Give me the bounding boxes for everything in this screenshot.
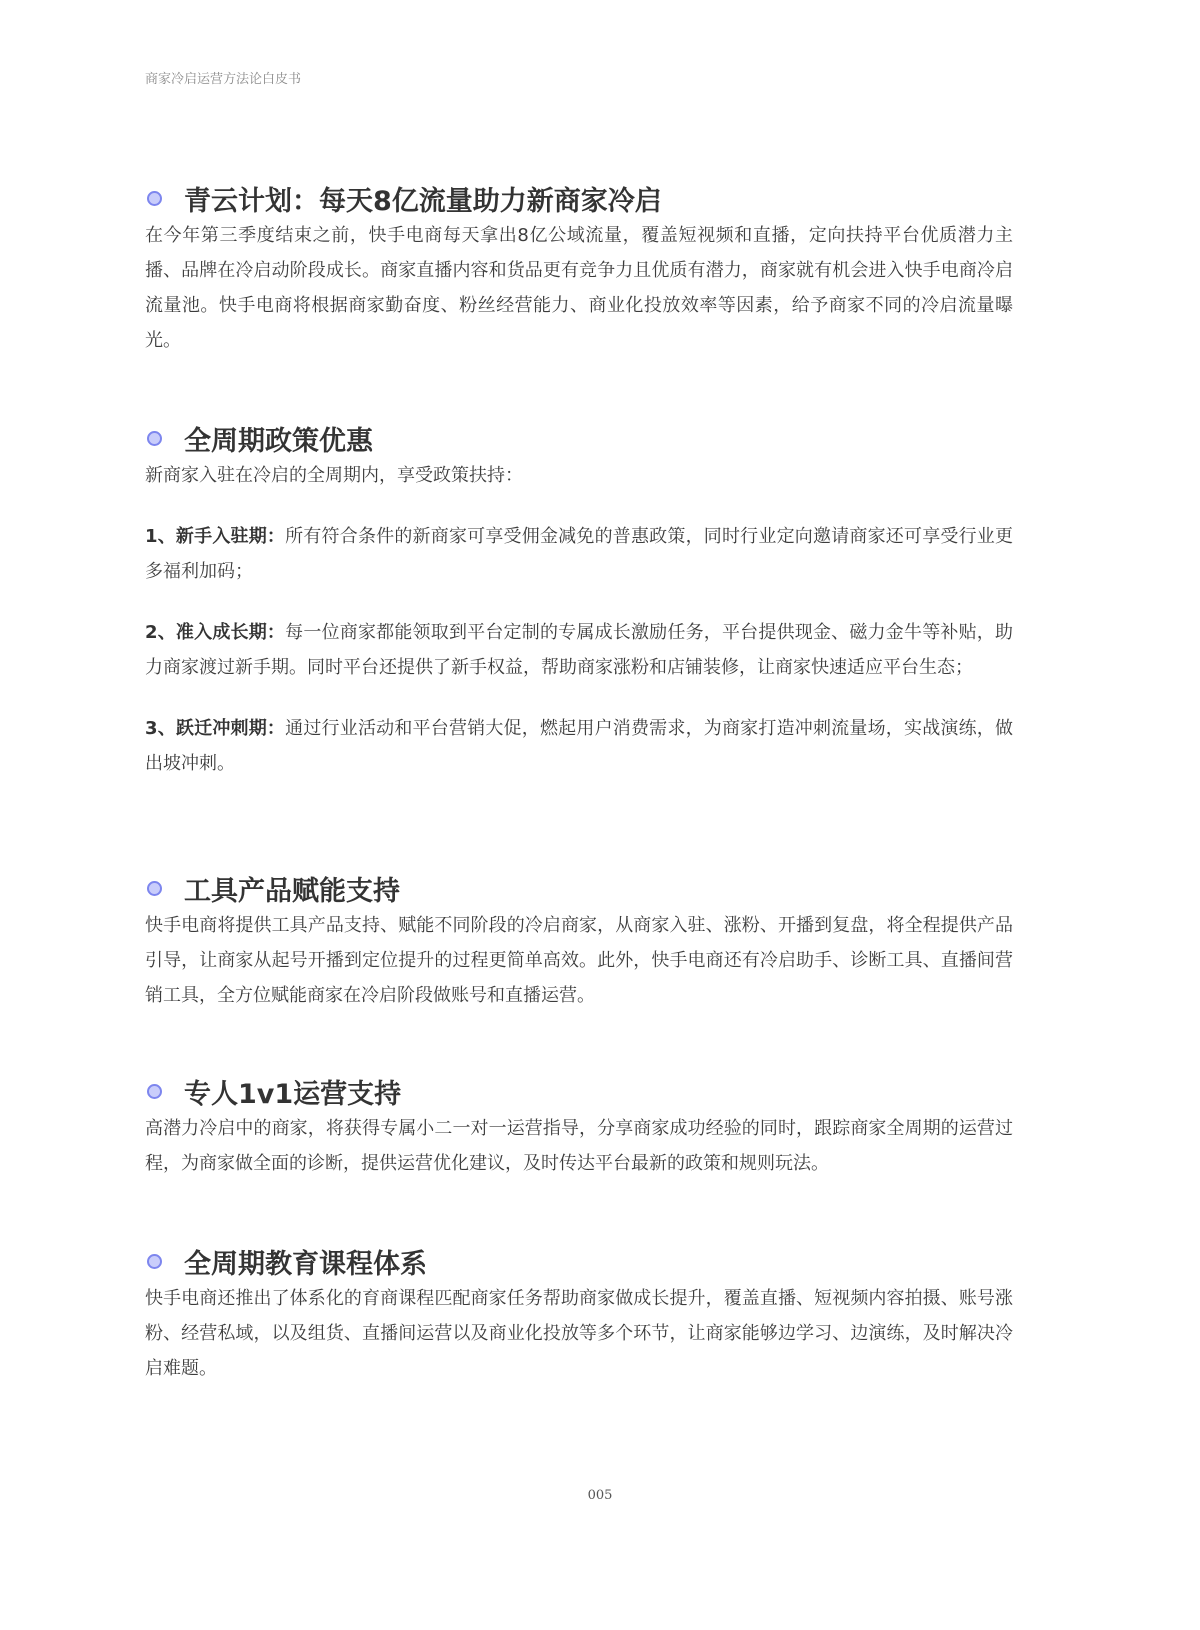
paragraph-intro: 新商家入驻在冷启的全周期内，享受政策扶持： [145, 465, 523, 486]
section-title: 全周期政策优惠 [184, 425, 373, 457]
bullet-icon [147, 881, 162, 896]
section-title: 青云计划：每天8亿流量助力新商家冷启 [184, 185, 662, 217]
policy-item-text: 通过行业活动和平台营销大促，燃起用户消费需求，为商家打造冲刺流量场，实战演练，做出坡冲刺。 [145, 718, 1013, 774]
section-qingyun-plan [145, 178, 1013, 358]
bullet-icon [147, 1254, 162, 1269]
bullet-icon [147, 431, 162, 446]
bullet-icon [147, 1084, 162, 1099]
section-1v1-support [145, 1071, 1013, 1181]
section-title: 专人1v1运营支持 [184, 1078, 402, 1110]
bullet-icon [147, 191, 162, 206]
page-number: 005 [587, 1488, 613, 1503]
paragraph: 高潜力冷启中的商家，将获得专属小二一对一运营指导，分享商家成功经验的同时，跟踪商家全周期的运营过程，为商家做全面的诊断，提供运营优化建议，及时传达平台最新的政策和规则玩法。 [145, 1118, 1013, 1174]
section-title: 全周期教育课程体系 [184, 1248, 427, 1280]
running-header: 商家冷启运营方法论白皮书 [145, 72, 302, 87]
policy-item-label: 1、新手入驻期： [145, 526, 286, 547]
policy-item [145, 711, 1013, 781]
section-title: 工具产品赋能支持 [184, 875, 400, 907]
policy-item-text: 每一位商家都能领取到平台定制的专属成长激励任务，平台提供现金、磁力金牛等补贴，助力商家渡过新手期。同时平台还提供了新手权益，帮助商家涨粉和店铺装修，让商家快速适应平台生态； [145, 622, 1013, 678]
policy-item [145, 615, 1013, 685]
policy-item [145, 519, 1013, 589]
policy-item-text: 所有符合条件的新商家可享受佣金减免的普惠政策，同时行业定向邀请商家还可享受行业更多福利加码； [145, 526, 1013, 582]
policy-item-label: 3、跃迁冲刺期： [145, 718, 286, 739]
paragraph: 快手电商将提供工具产品支持、赋能不同阶段的冷启商家，从商家入驻、涨粉、开播到复盘，将全程提供产品引导，让商家从起号开播到定位提升的过程更简单高效。此外，快手电商还有冷启助手、诊断工具、直播间营销工具，全方位赋能商家在冷启阶段做账号和直播运营。 [145, 915, 1013, 1006]
policy-item-label: 2、准入成长期： [145, 622, 286, 643]
paragraph: 在今年第三季度结束之前，快手电商每天拿出8亿公域流量，覆盖短视频和直播，定向扶持平台优质潜力主播、品牌在冷启动阶段成长。商家直播内容和货品更有竞争力且优质有潜力，商家就有机会进入快手电商冷启流量池。快手电商将根据商家勤奋度、粉丝经营能力、商业化投放效率等因素，给予商家不同的冷启流量曝光。 [145, 225, 1013, 351]
section-policy [145, 418, 1013, 781]
paragraph: 快手电商还推出了体系化的育商课程匹配商家任务帮助商家做成长提升，覆盖直播、短视频内容拍摄、账号涨粉、经营私域，以及组货、直播间运营以及商业化投放等多个环节，让商家能够边学习、边演练，及时解决冷启难题。 [145, 1288, 1013, 1379]
section-tools [145, 868, 1013, 1013]
section-education [145, 1241, 1013, 1386]
